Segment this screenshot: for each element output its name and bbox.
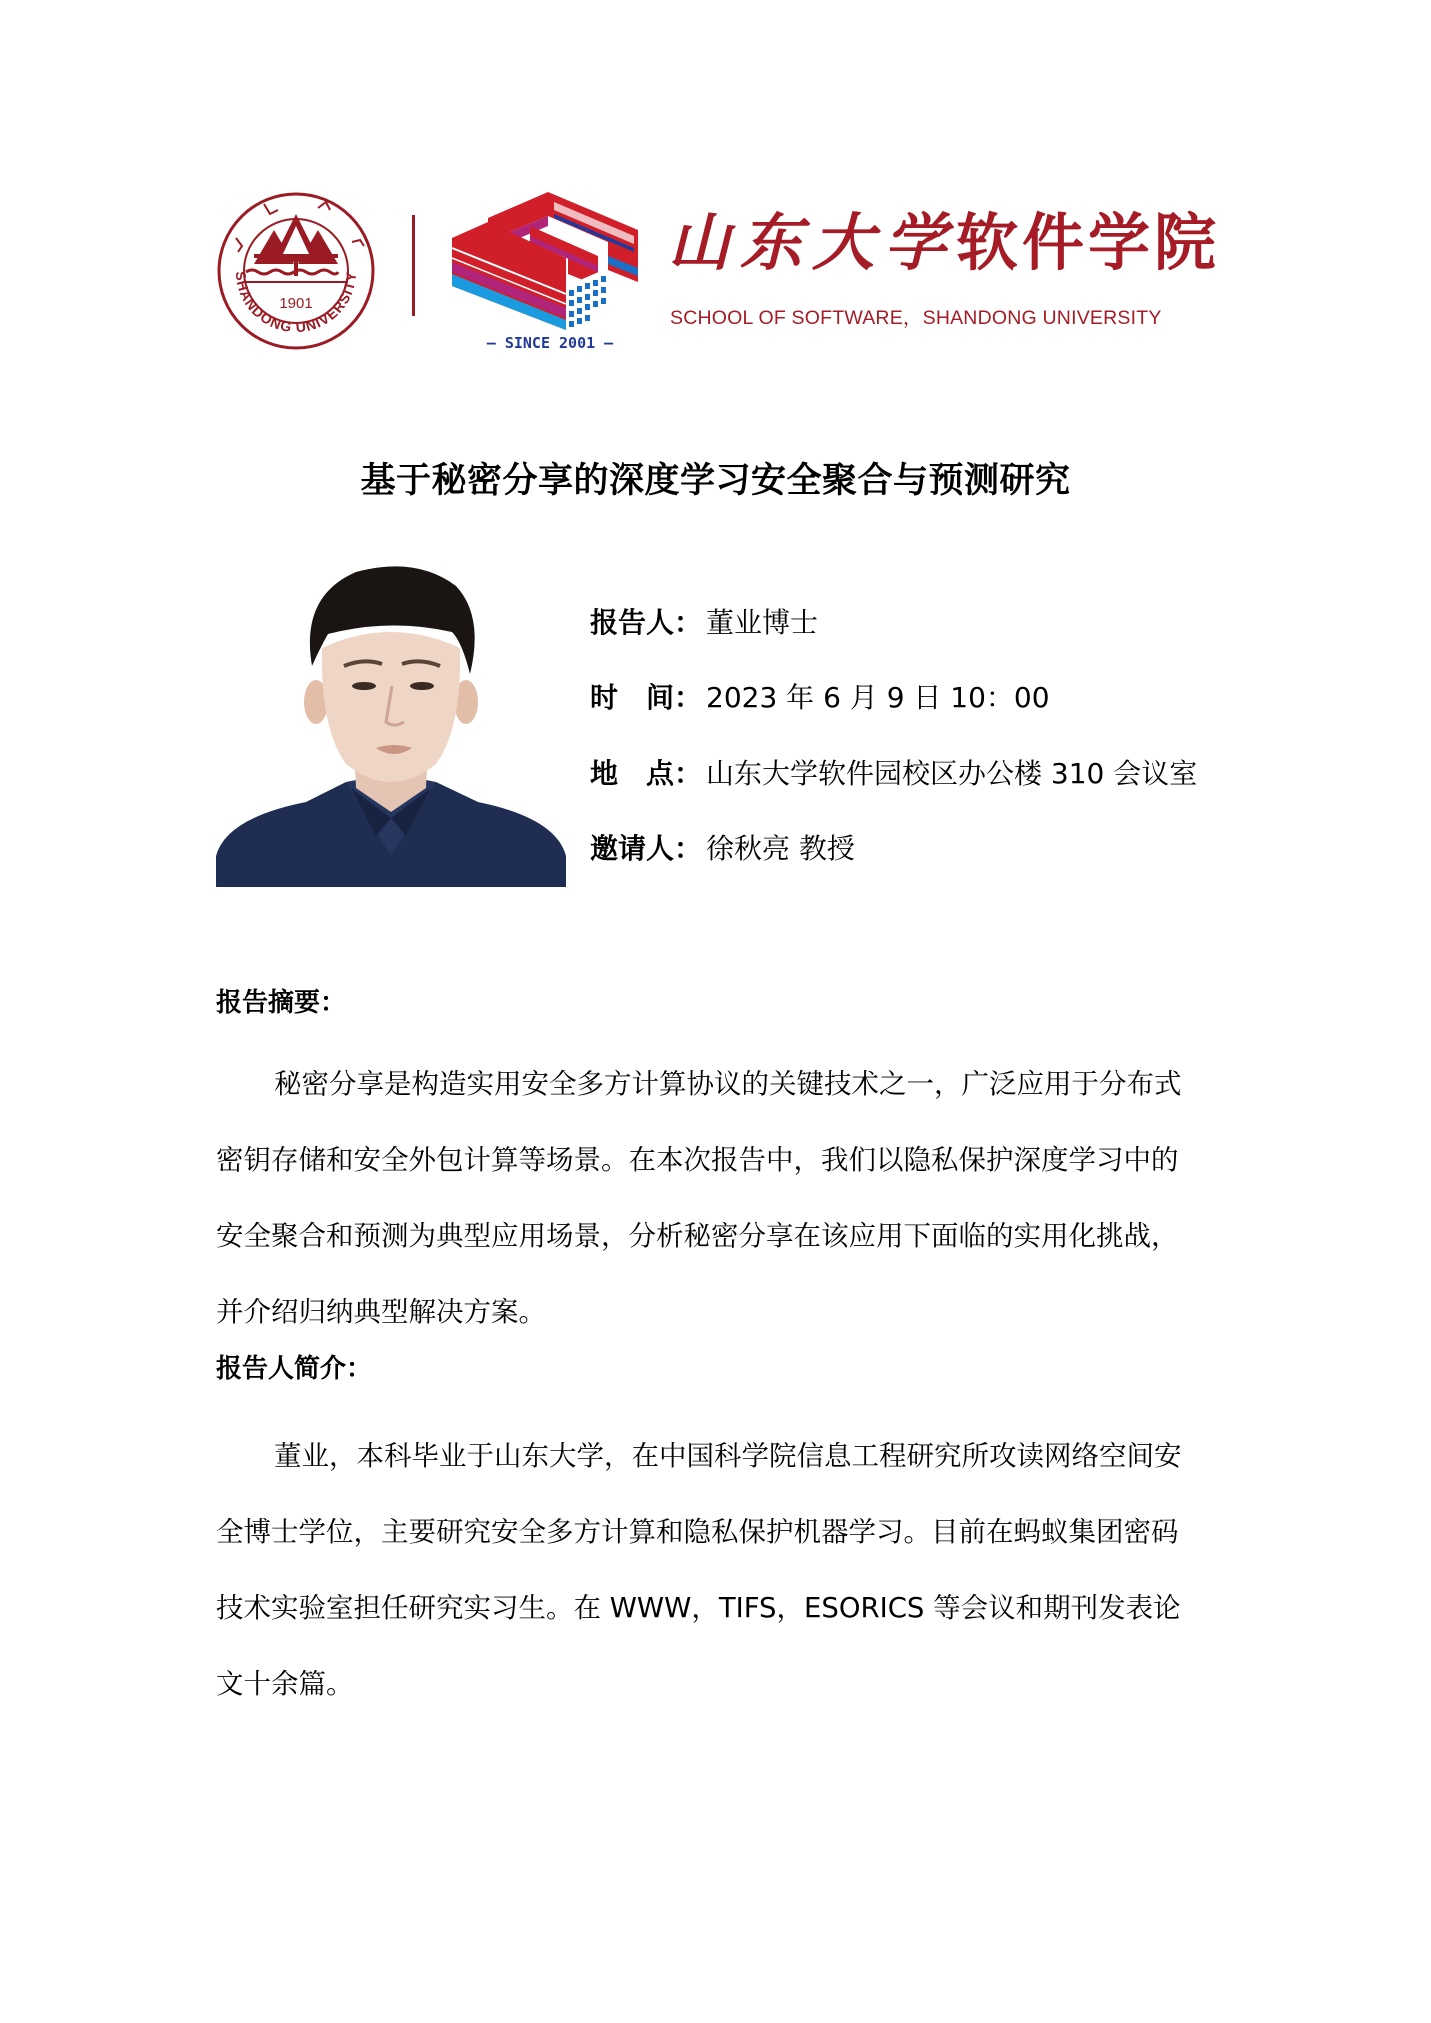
- lecture-title: 基于秘密分享的深度学习安全聚合与预测研究: [360, 461, 1071, 501]
- logo-divider: [412, 215, 415, 316]
- info-value: 徐秋亮 教授: [706, 832, 855, 865]
- shandong-university-seal-logo: [214, 192, 378, 352]
- info-label: 地 点：: [590, 757, 703, 790]
- info-inviter: [590, 832, 855, 865]
- info-time: [590, 681, 1050, 714]
- bio-line: 技术实验室担任研究实习生。在 WWW，TIFS，ESORICS 等会议和期刊发表论: [216, 1592, 1181, 1624]
- svg-text:1901: 1901: [279, 295, 313, 312]
- svg-text:SHANDONG UNIVERSITY: SHANDONG UNIVERSITY: [232, 270, 360, 336]
- bio-line: 全博士学位，主要研究安全多方计算和隐私保护机器学习。目前在蚂蚁集团密码: [216, 1516, 1179, 1548]
- bio-line: 董业，本科毕业于山东大学，在中国科学院信息工程研究所攻读网络空间安: [274, 1440, 1182, 1472]
- school-name-chinese: [668, 206, 1221, 279]
- info-value: 山东大学软件园校区办公楼 310 会议室: [706, 757, 1198, 790]
- bio-line: 文十余篇。: [216, 1668, 354, 1700]
- info-value: 董业博士: [706, 606, 819, 639]
- school-name-english: SCHOOL OF SOFTWARE，SHANDONG UNIVERSITY: [670, 307, 1162, 329]
- info-value: 2023 年 6 月 9 日 10：00: [706, 681, 1050, 714]
- software-school-building-logo: [448, 186, 648, 334]
- abstract-line: 密钥存储和安全外包计算等场景。在本次报告中，我们以隐私保护深度学习中的: [216, 1144, 1179, 1176]
- school-name: 软件学院: [956, 206, 1221, 279]
- bio-heading: 报告人简介：: [216, 1354, 373, 1384]
- abstract-line: 秘密分享是构造实用安全多方计算协议的关键技术之一，广泛应用于分布式: [274, 1068, 1182, 1100]
- abstract-heading: 报告摘要：: [216, 988, 347, 1018]
- svg-text:— SINCE 2001 —: — SINCE 2001 —: [486, 334, 614, 352]
- info-label: 邀请人：: [590, 832, 703, 865]
- university-name-calligraphy: 山东大学: [668, 206, 957, 279]
- info-label: 时 间：: [590, 681, 703, 714]
- info-speaker: [590, 606, 819, 639]
- info-location: [590, 757, 1198, 790]
- bio-body: [216, 1418, 1226, 1722]
- speaker-photo: [216, 556, 566, 887]
- abstract-body: [216, 1046, 1226, 1350]
- since-2001-badge: [470, 330, 630, 354]
- abstract-line: 并介绍归纳典型解决方案。: [216, 1296, 546, 1328]
- info-label: 报告人：: [590, 606, 703, 639]
- abstract-line: 安全聚合和预测为典型应用场景，分析秘密分享在该应用下面临的实用化挑战，: [216, 1220, 1179, 1252]
